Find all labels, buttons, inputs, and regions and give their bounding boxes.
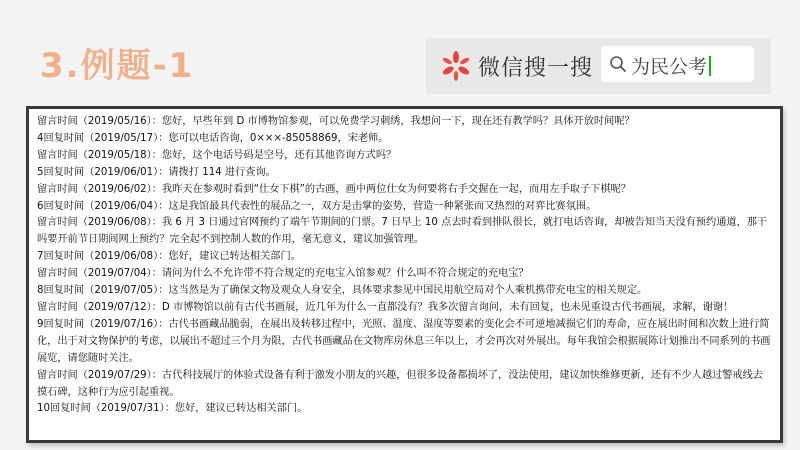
list-item: 留言时间（2019/06/02）：我昨天在参观时看到“仕女下棋”的古画，画中两位仕女为何要将右手交握在一起，而用左手取子下棋呢？: [37, 183, 631, 195]
text-caret: [709, 56, 711, 76]
page-title: 3.例题-1: [40, 46, 195, 86]
search-input[interactable]: [601, 46, 754, 82]
list-item: 留言时间（2019/06/08）：我 6 月 3 日通过官网预约了端午节期间的门票。7 日早上 10 点去时看到排队很长，就打电话咨询，却被告知当天没有预约通道，那干吗要开前节日期间网上预约？完全起不到控制人数的作用，毫无意义，建议加强管理。: [37, 217, 768, 246]
search-query: 为民公考: [631, 56, 708, 78]
list-item: 4回复时间（2019/05/17）：您可以电话咨询，0×××-85058869，宋老师。: [37, 132, 389, 144]
list-item: 6回复时间（2019/06/04）：这是我馆最具代表性的展品之一，双方是击掌的姿势，营造一种紧张而又热烈的对弈比赛氛围。: [37, 200, 597, 212]
list-item: 留言时间（2019/07/29）：古代科技展厅的体验式设备有利于激发小朋友的兴趣，但很多设备都损坏了，没法使用，建议加快维修更新，还有不少人越过警戒线去摸石碑，这种行为应引起重视。: [37, 369, 763, 398]
list-item: 8回复时间（2019/07/05）：这当然是为了确保文物及观众人身安全，具体要求参见中国民用航空局对个人乘机携带充电宝的相关规定。: [37, 285, 648, 297]
message-list: [37, 114, 772, 418]
message-panel: [26, 106, 783, 443]
list-item: 留言时间（2019/05/18）：您好，这个电话号码是空号，还有其他咨询方式吗？: [37, 149, 397, 161]
magnifier-icon: [609, 55, 627, 73]
wechat-search-banner: [426, 38, 771, 94]
list-item: 留言时间（2019/05/16）：您好，早些年到 D 市博物馆参观，可以免费学习刺绣，我想问一下，现在还有教学吗？具体开放时间呢？: [37, 116, 635, 127]
list-item: 7回复时间（2019/06/08）：您好，建议已转达相关部门。: [37, 251, 301, 263]
list-item: 9回复时间（2019/07/16）：古代书画藏品脆弱，在展出及转移过程中，光照、温度、湿度等要素的变化会不可逆地减损它们的寿命，应在展出时间和次数上进行简化，出于对文物保护的考虑，以展出不超过三个月为限，古代书画藏品在文物库房休息三年以上，才会再次对外展出。每年我馆会根据展陈计划推出不同系列的书画展览，请您随时关注。: [37, 318, 771, 364]
list-item: 5回复时间（2019/06/01）：请拨打 114 进行查询。: [37, 166, 276, 178]
list-item: 留言时间（2019/07/12）：D 市博物馆以前有古代书画展，近几年为什么一直都没有？我多次留言询问，未有回复，也未见重设古代书画展，求解，谢谢！: [37, 301, 734, 313]
list-item: 10回复时间（2019/07/31）：您好，建议已转达相关部门。: [37, 403, 308, 415]
wechat-search-logo-icon: [440, 50, 472, 82]
wechat-brand-label: 微信搜一搜: [478, 56, 594, 81]
list-item: 留言时间（2019/07/04）：请问为什么不允许带不符合规定的充电宝入馆参观？什么叫不符合规定的充电宝？: [37, 268, 529, 280]
